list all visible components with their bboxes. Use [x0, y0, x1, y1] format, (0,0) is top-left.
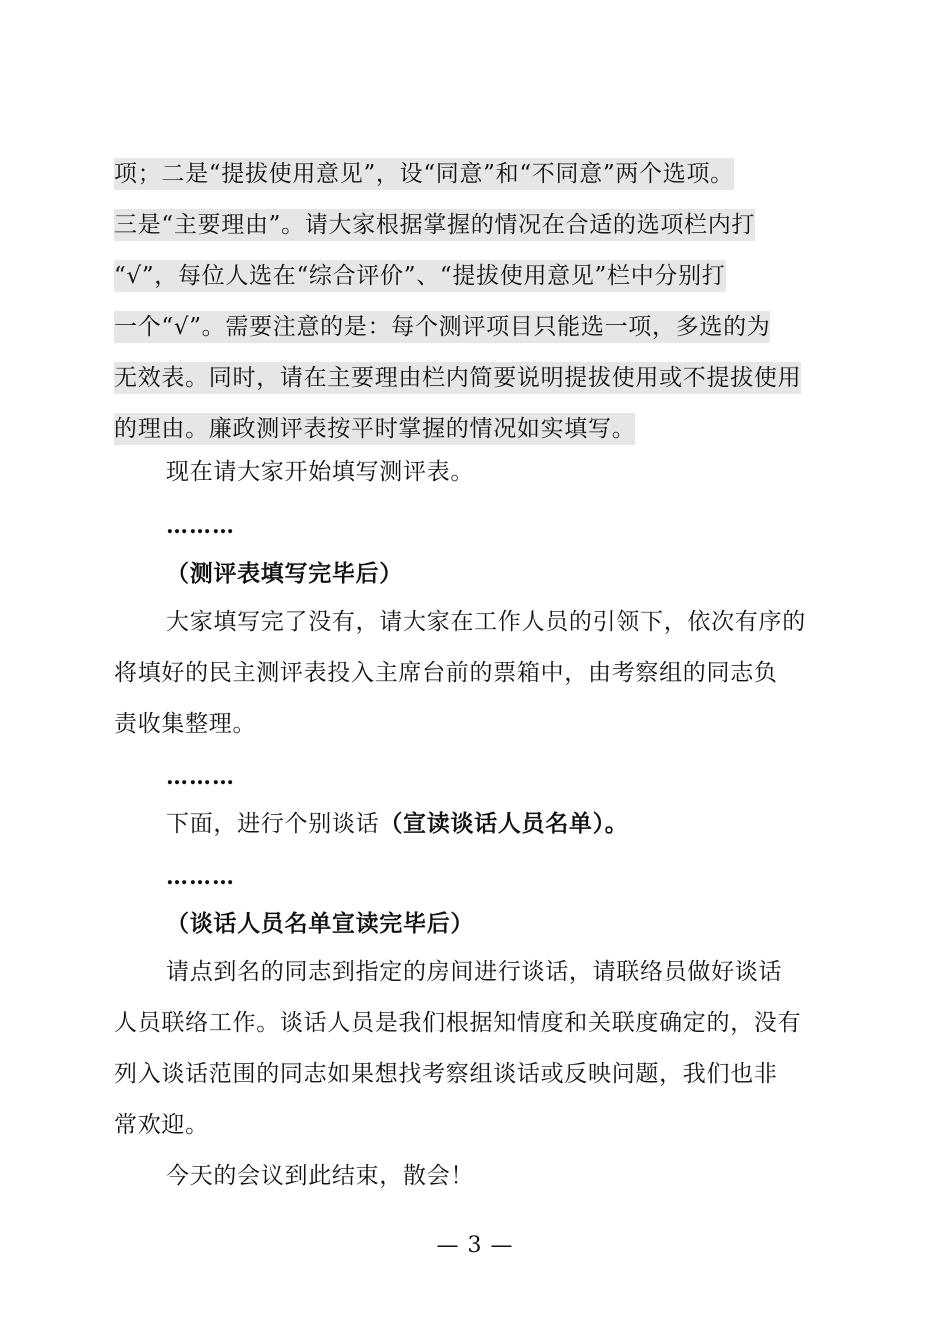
ellipsis-separator: ………: [166, 764, 235, 790]
ellipsis-separator: ………: [166, 513, 235, 539]
start-filling-text: 现在请大家开始填写测评表。: [166, 459, 475, 485]
highlighted-paragraph: [114, 149, 838, 455]
paragraph-line: “√”，每位人选在“综合评价”、“提拔使用意见”栏中分别打: [114, 251, 838, 302]
paragraph-line: 大家填写完了没有，请大家在工作人员的引领下，依次有序的: [166, 609, 806, 635]
paragraph-line: 常欢迎。: [114, 1112, 209, 1138]
paragraph-line: 项；二是“提拔使用意见”，设“同意”和“不同意”两个选项。: [114, 149, 838, 200]
stage-note: （谈话人员名单宣读完毕后）: [166, 910, 475, 937]
paragraph-line: 责收集整理。: [114, 711, 257, 737]
closing-text: 今天的会议到此结束，散会！: [166, 1163, 475, 1189]
paragraph-line: 一个“√”。需要注意的是：每个测评项目只能选一项，多选的为: [114, 302, 838, 353]
page-number: — 3 —: [436, 1233, 514, 1258]
paragraph-line: 请点到名的同志到指定的房间进行谈话，请联络员做好谈话: [166, 959, 783, 985]
ellipsis-separator: ………: [166, 864, 235, 890]
paragraph-line: 人员联络工作。谈话人员是我们根据知情度和关联度确定的，没有: [114, 1010, 802, 1036]
stage-note: （测评表填写完毕后）: [166, 560, 403, 587]
paragraph-line: 将填好的民主测评表投入主席台前的票箱中，由考察组的同志负: [114, 660, 778, 686]
paragraph-line: 三是“主要理由”。请大家根据掌握的情况在合适的选项栏内打: [114, 200, 838, 251]
talk-intro: 下面，进行个别谈话（宣读谈话人员名单）。: [166, 810, 629, 837]
paragraph-line: 的理由。廉政测评表按平时掌握的情况如实填写。: [114, 404, 838, 455]
paragraph-line: 无效表。同时，请在主要理由栏内简要说明提拔使用或不提拔使用: [114, 353, 838, 404]
paragraph-line: 列入谈话范围的同志如果想找考察组谈话或反映问题，我们也非: [114, 1061, 778, 1087]
